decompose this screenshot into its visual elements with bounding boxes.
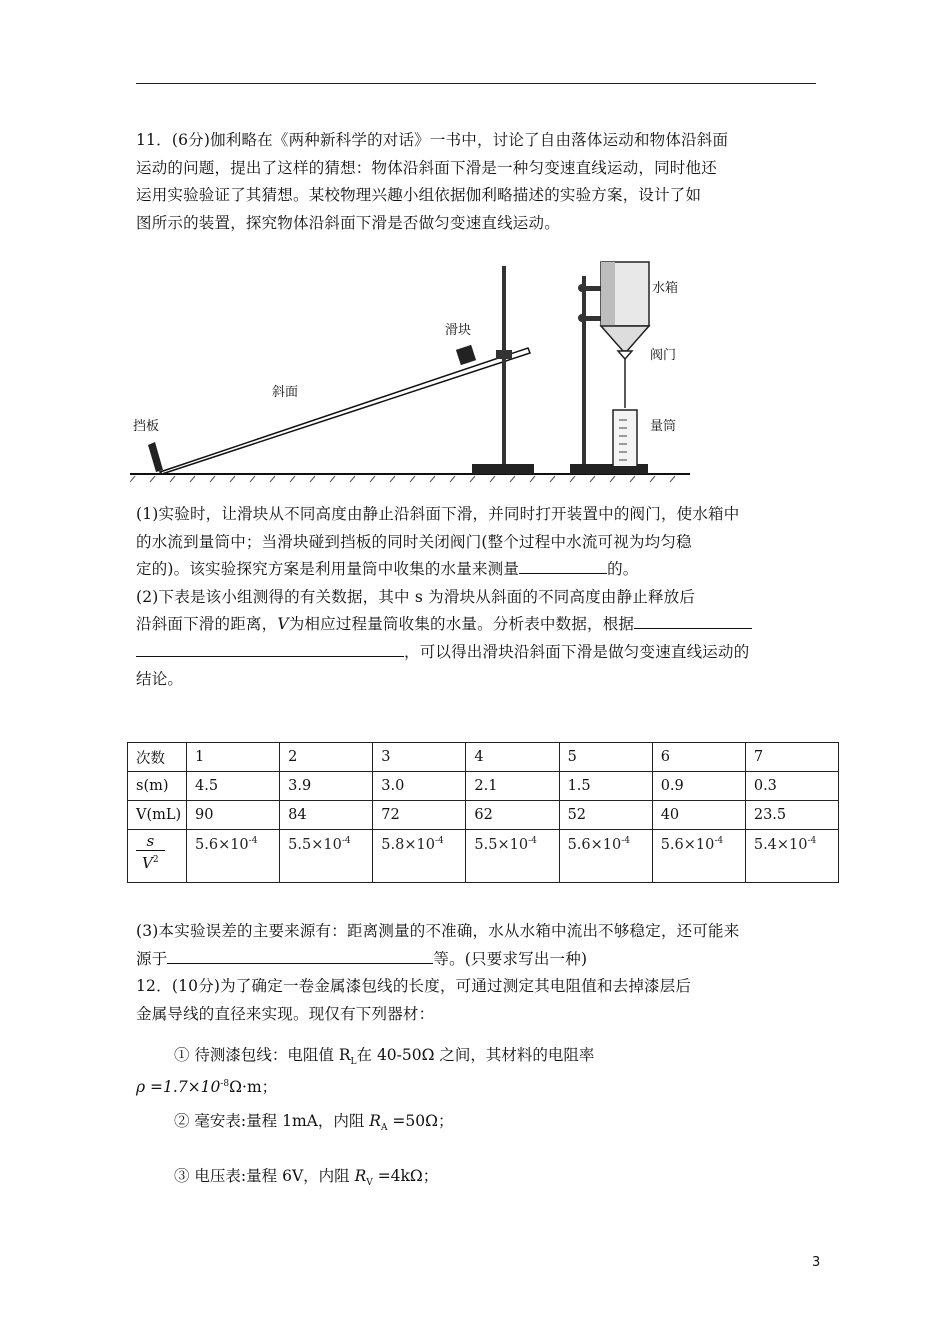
table-row (128, 743, 839, 772)
table-cell: 62 (466, 801, 559, 830)
tank-stand-rod (582, 276, 586, 468)
table-cell: 1.5 (559, 772, 652, 801)
q12-item-text: 在 40-50Ω 之间，其材料的电阻率 (356, 1046, 595, 1064)
q11-intro-line: 11．(6分)伽利略在《两种新科学的对话》一书中，讨论了自由落体运动和物体沿斜面 (136, 131, 729, 149)
table-cell (745, 830, 838, 883)
q11-intro-line: 运用实验验证了其猜想。某校物理兴趣小组依据伽利略描述的实验方案，设计了如 (136, 186, 702, 204)
q11-part2-line: (2)下表是该小组测得的有关数据，其中 s 为滑块从斜面的不同高度由静止释放后 (136, 587, 696, 606)
table-cell: 1 (187, 743, 280, 772)
table-row-header: V(mL) (128, 801, 187, 830)
q12-intro-line: 12．(10分)为了确定一卷金属漆包线的长度，可通过测定其电阻值和去掉漆层后 (136, 977, 692, 995)
label-slider: 滑块 (445, 323, 472, 338)
q12-item-text: ① 待测漆包线：电阻值 R (174, 1046, 351, 1064)
ratio-numerator: s (136, 832, 165, 851)
table-cell (466, 830, 559, 883)
ratio-exponent: -4 (621, 836, 631, 846)
table-cell: 23.5 (745, 801, 838, 830)
q11-part2-line (136, 639, 818, 667)
q11-part3-and-q12 (136, 918, 818, 1028)
ratio-exponent: -4 (341, 836, 351, 846)
ratio-exponent: -4 (807, 836, 817, 846)
q12-item-value: =50Ω； (392, 1112, 454, 1130)
ratio-value: 5.8 (381, 836, 405, 853)
label-water-tank: 水箱 (652, 281, 679, 296)
q11-part2-text: 沿斜面下滑的距离， (136, 615, 278, 633)
q12-item-symbol: R (354, 1167, 367, 1185)
table-cell: 3.9 (280, 772, 373, 801)
slider-block (456, 345, 476, 365)
page-number: 3 (812, 1255, 821, 1270)
table-cell: 6 (652, 743, 745, 772)
q11-part2-text: 为相应过程量筒收集的水量。分析表中数据，根据 (288, 615, 635, 633)
q12-item-sub: L (350, 1057, 357, 1068)
table-row (128, 801, 839, 830)
ratio-denominator-var: V (142, 854, 153, 872)
table-cell: 52 (559, 801, 652, 830)
ratio-denominator-exp: 2 (152, 855, 159, 865)
header-rule (136, 83, 816, 84)
label-baffle: 挡板 (133, 419, 160, 434)
q11-part3-line (136, 946, 818, 974)
q12-intro-line: 金属导线的直径来实现。现仅有下列器材： (136, 1004, 435, 1023)
ratio-value: 5.6 (660, 836, 684, 853)
q12-item-text: ③ 电压表:量程 6V，内阻 (174, 1167, 350, 1185)
valve-shape (618, 351, 632, 359)
incline-stand-rod (502, 266, 506, 466)
q11-part2-line: 结论。 (136, 670, 184, 688)
q12-rho-exp: -8 (220, 1079, 230, 1089)
ratio-times-ten: ×10 (497, 836, 529, 853)
ratio-value: 5.6 (567, 836, 591, 853)
ratio-exponent: -4 (528, 836, 537, 846)
q12-item-3 (174, 1163, 438, 1196)
q12-item-2 (174, 1108, 453, 1141)
q11-part1-line: (1)实验时，让滑块从不同高度由静止沿斜面下滑，并同时打开装置中的阀门，使水箱中 (136, 505, 740, 523)
ratio-fraction (136, 832, 165, 872)
q12-item-value: =4kΩ； (377, 1167, 439, 1185)
ratio-times-ten: ×10 (218, 836, 249, 853)
table-cell: 90 (187, 801, 280, 830)
table-cell: 5 (559, 743, 652, 772)
answer-blank-2a[interactable] (634, 613, 752, 629)
ratio-exponent: -4 (434, 836, 444, 846)
q11-part1-line: 的水流到量筒中；当滑块碰到挡板的同时关闭阀门(整个过程中水流可视为均匀稳 (136, 532, 692, 551)
table-row-header: 次数 (128, 743, 187, 772)
table-cell: 2.1 (466, 772, 559, 801)
ratio-exponent: -4 (714, 836, 724, 846)
q11-parts (136, 501, 818, 694)
table-cell: 0.9 (652, 772, 745, 801)
answer-blank-2b[interactable] (136, 641, 404, 657)
table-cell: 4.5 (187, 772, 280, 801)
q12-item-symbol: R (369, 1112, 381, 1130)
q11-intro-line: 图所示的装置，探究物体沿斜面下滑是否做匀变速直线运动。 (136, 213, 560, 232)
ground-hatching (130, 476, 675, 482)
table-cell: 4 (466, 743, 559, 772)
ratio-times-ten: ×10 (404, 836, 435, 853)
table-cell: 0.3 (745, 772, 838, 801)
data-table (127, 742, 839, 883)
measuring-cylinder (613, 410, 637, 468)
q11-part2-var: V (277, 615, 289, 633)
table-cell: 2 (280, 743, 373, 772)
answer-blank-3[interactable] (167, 948, 433, 964)
q11-part3-text: 等。(只要求写出一种) (433, 949, 588, 968)
table-cell: 72 (373, 801, 466, 830)
table-row-header (128, 830, 187, 883)
q12-item-1-rho (136, 1071, 277, 1100)
incline-stand-base (472, 464, 534, 474)
label-cylinder: 量筒 (650, 419, 677, 434)
apparatus-drawing (130, 258, 690, 483)
ratio-value: 5.6 (195, 836, 219, 853)
table-cell: 3 (373, 743, 466, 772)
q12-item-text: ② 毫安表:量程 1mA，内阻 (174, 1112, 365, 1130)
q12-rho-value: ρ =1.7×10 (136, 1078, 221, 1097)
table-cell (652, 830, 745, 883)
table-cell (187, 830, 280, 883)
label-valve: 阀门 (650, 348, 677, 363)
table-cell: 3.0 (373, 772, 466, 801)
table-cell (559, 830, 652, 883)
ratio-value: 5.4 (753, 836, 777, 853)
q11-part3-line: (3)本实验误差的主要来源有：距离测量的不准确，水从水箱中流出不够稳定，还可能来 (136, 922, 740, 940)
q11-part2-text: ，可以得出滑块沿斜面下滑是做匀变速直线运动的 (404, 642, 750, 661)
ratio-denominator (136, 851, 165, 872)
table-cell (373, 830, 466, 883)
incline-clamp (496, 350, 512, 359)
label-incline: 斜面 (272, 385, 299, 400)
ratio-value: 5.5 (474, 836, 498, 853)
ratio-times-ten: ×10 (311, 836, 342, 853)
q11-intro (136, 127, 818, 237)
table-row (128, 772, 839, 801)
q11-part1-text: 的。 (607, 560, 639, 578)
baffle-shape (148, 442, 163, 472)
answer-blank-1[interactable] (519, 558, 607, 574)
ratio-times-ten: ×10 (683, 836, 715, 853)
incline-shape (160, 348, 530, 474)
q12-item-sub: V (366, 1178, 373, 1189)
q11-part1-line (136, 556, 818, 584)
ratio-times-ten: ×10 (776, 836, 808, 853)
table-row (128, 830, 839, 883)
table-cell: 40 (652, 801, 745, 830)
ratio-times-ten: ×10 (590, 836, 622, 853)
q11-part1-text: 定的)。该实验探究方案是利用量筒中收集的水量来测量 (136, 560, 520, 578)
q12-rho-unit: Ω·m； (229, 1078, 278, 1097)
table-cell (280, 830, 373, 883)
q12-item-sub: A (380, 1123, 388, 1134)
table-cell: 7 (745, 743, 838, 772)
apparatus-figure (130, 258, 690, 483)
table-cell: 84 (280, 801, 373, 830)
q11-part2-line (136, 611, 818, 639)
tank-funnel (601, 326, 649, 351)
q11-part3-text: 源于 (136, 949, 168, 968)
ratio-value: 5.5 (288, 836, 312, 853)
ratio-exponent: -4 (248, 836, 258, 846)
q11-intro-line: 运动的问题，提出了这样的猜想：物体沿斜面下滑是一种匀变速直线运动，同时他还 (136, 158, 717, 177)
table-row-header: s(m) (128, 772, 187, 801)
